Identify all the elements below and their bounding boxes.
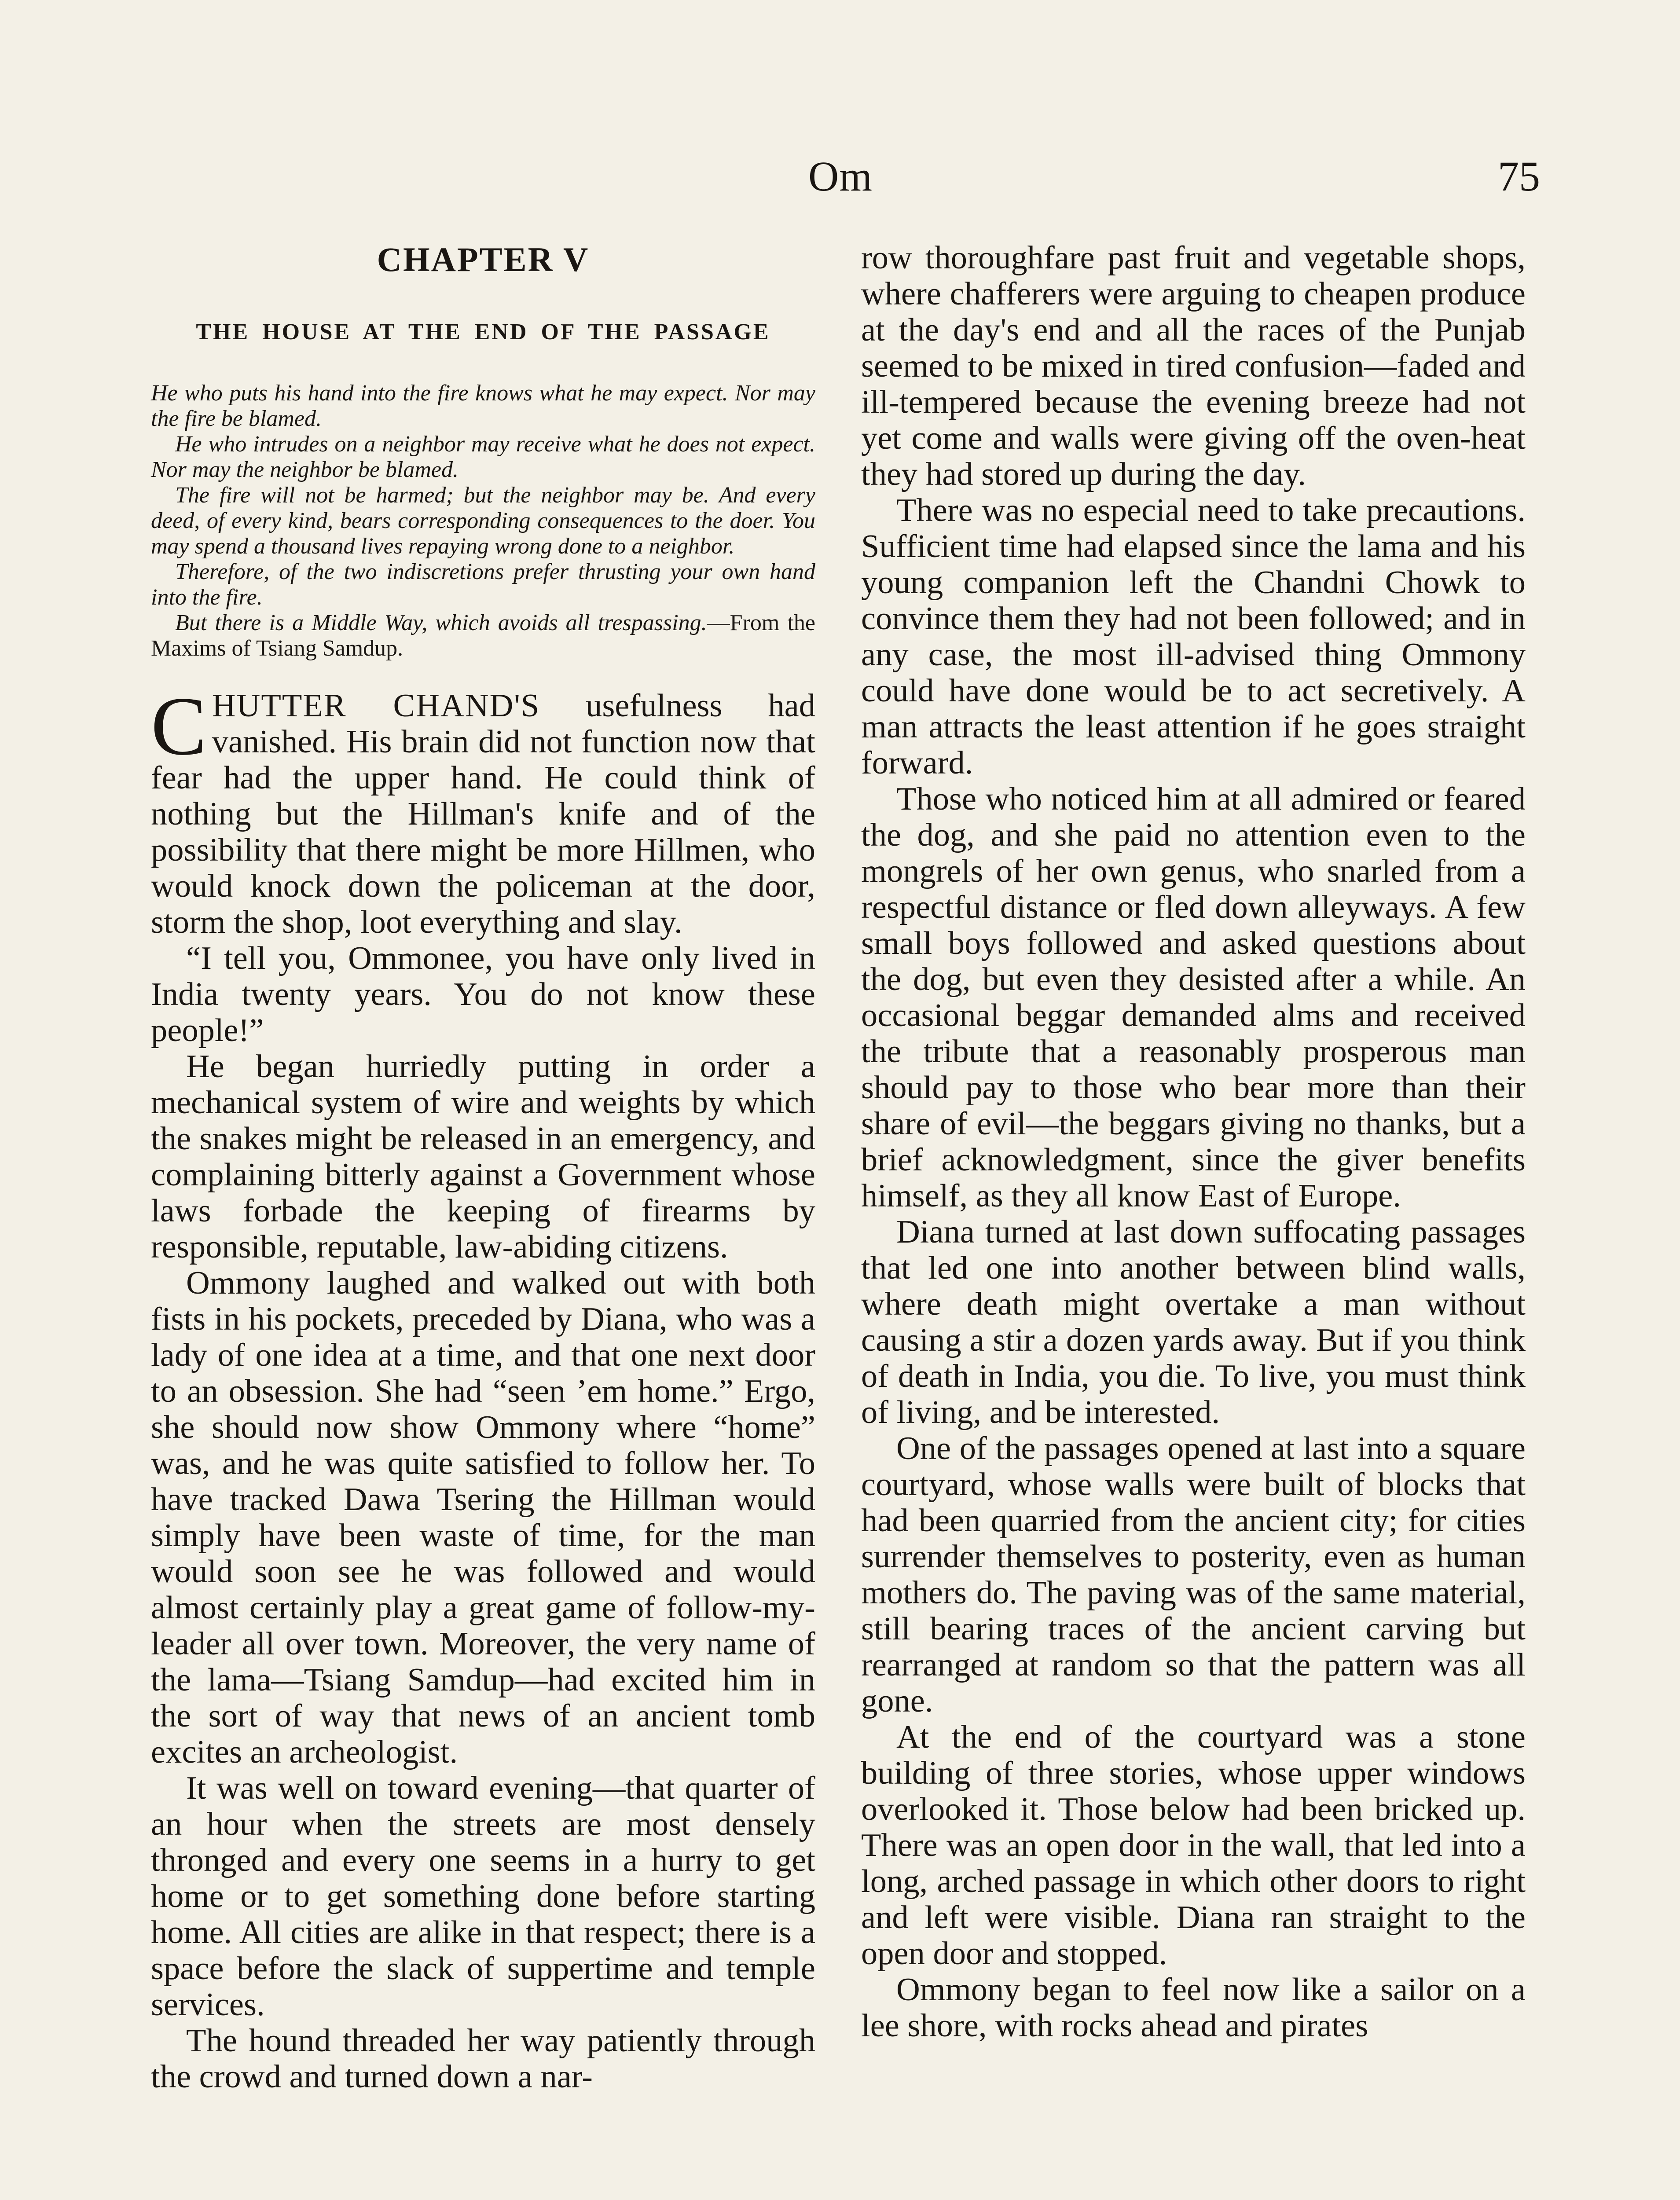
- body-paragraph: He began hurriedly putting in order a mechanical system of wire and weights by which the snakes might be released in an emergency, and complaining bitterly against a Government whose laws forbade the keeping of firearms by responsible, reputable, law-abiding citizens.: [151, 1049, 815, 1265]
- right-column: [861, 240, 1526, 2044]
- page-number: 75: [1498, 153, 1540, 200]
- left-column: [151, 240, 815, 2095]
- epigraph-attribution: —From the Maxims of Tsiang Samdup.: [151, 610, 815, 661]
- body-paragraph: There was no especial need to take precautions. Sufficient time had elapsed since the lama and his young companion left the Chandni Chowk to convince them they had not been followed; and in any case, the most ill-advised thing Ommony could have done would be to act secretively. A man attracts the least attention if he goes straight forward.: [861, 492, 1526, 781]
- epigraph-line: Therefore, of the two indiscretions prefer thrusting your own hand into the fire.: [151, 559, 815, 610]
- body-paragraph: Ommony laughed and walked out with both fists in his pockets, preceded by Diana, who was a lady of one idea at a time, and that one next door to an obsession. She had “seen ’em home.” Ergo, she should now show Ommony where “home” was, and he was quite satisfied to follow her. To have tracked Dawa Tsering the Hillman would simply have been waste of time, for the man would soon see he was followed and would almost certainly play a great game of follow-my-leader all over town. Moreover, the very name of the lama—Tsiang Samdup—had excited him in the sort of way that news of an ancient tomb excites an archeologist.: [151, 1265, 815, 1770]
- body-paragraph: Diana turned at last down suffocating passages that led one into another between blind walls, where death might overtake a man without causing a stir a dozen yards away. But if you think of death in India, you die. To live, you must think of living, and be interested.: [861, 1214, 1526, 1430]
- body-paragraph: “I tell you, Ommonee, you have only lived in India twenty years. You do not know these people!”: [151, 940, 815, 1049]
- body-paragraph: One of the passages opened at last into a square courtyard, whose walls were built of blocks that had been quarried from the ancient city; for cities surrender themselves to posterity, even as human mothers do. The paving was of the same material, still bearing traces of the ancient carving but rearranged at random so that the pattern was all gone.: [861, 1430, 1526, 1719]
- chapter-subtitle: THE HOUSE AT THE END OF THE PASSAGE: [196, 319, 770, 345]
- epigraph-line: He who intrudes on a neighbor may receive what he does not expect. Nor may the neighbor be blamed.: [151, 432, 815, 482]
- opening-paragraph: [151, 680, 816, 940]
- continued-paragraph: row thoroughfare past fruit and vegetable shops, where chafferers were arguing to cheapen produce at the day's end and all the races of the Punjab seemed to be mixed in tired confusion—faded and ill-tempered because the evening breeze had not yet come and walls were giving off the oven-heat they had stored up during the day.: [861, 240, 1526, 492]
- epigraph-closing: [151, 610, 815, 661]
- body-paragraph: The hound threaded her way patiently through the crowd and turned down a nar-: [151, 2023, 815, 2095]
- epigraph-line: The fire will not be harmed; but the neighbor may be. And every deed, of every kind, bears corresponding consequences to the doer. You may spend a thousand lives repaying wrong done to a neighbor.: [151, 483, 815, 559]
- body-paragraph: It was well on toward evening—that quarter of an hour when the streets are most densely thronged and every one seems in a hurry to get home or to get something done before starting home. All cities are alike in that respect; there is a space before the slack of suppertime and temple services.: [151, 1770, 815, 2023]
- epigraph-middle-way: But there is a Middle Way, which avoids all trespassing.: [175, 610, 707, 635]
- chapter-title: CHAPTER V: [377, 240, 590, 279]
- epigraph-line: He who puts his hand into the fire knows what he may expect. Nor may the fire be blamed.: [151, 381, 815, 431]
- opening-text: usefulness had vanished. His brain did not function now that fear had the upper hand. He could think of nothing but the Hillman's knife and of the possibility that there might be more Hillmen, who would knock down the policeman at the door, storm the shop, loot everything and slay.: [151, 688, 816, 940]
- opening-caps: HUTTER CHAND'S: [212, 688, 540, 724]
- body-paragraph: Those who noticed him at all admired or feared the dog, and she paid no attention even to the mongrels of her own genus, who snarled from a respectful distance or fled down alleyways. A few small boys followed and asked questions about the dog, but even they desisted after a while. An occasional beggar demanded alms and received the tribute that a reasonably prosperous man should pay to those who bear more than their share of evil—the beggars giving no thanks, but a brief acknowledgment, since the giver benefits himself, as they all know East of Europe.: [861, 781, 1526, 1214]
- drop-cap: C: [151, 680, 207, 773]
- body-paragraph: Ommony began to feel now like a sailor on a lee shore, with rocks ahead and pirates: [861, 1972, 1526, 2044]
- running-title: Om: [808, 153, 873, 200]
- body-paragraph: At the end of the courtyard was a stone building of three stories, whose upper windows overlooked it. Those below had been bricked up. There was an open door in the wall, that led into a long, arched passage in which other doors to right and left were visible. Diana ran straight to the open door and stopped.: [861, 1719, 1526, 1972]
- epigraph: [151, 381, 815, 661]
